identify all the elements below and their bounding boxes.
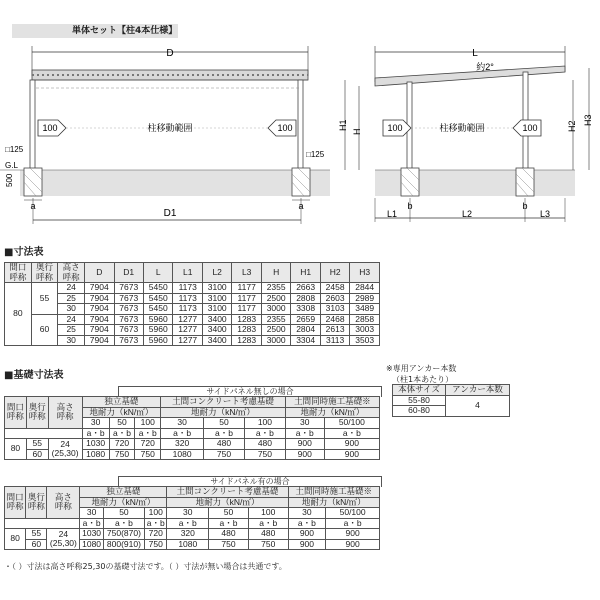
- dim-h2: H2: [567, 120, 577, 132]
- table-cell: 1080: [161, 449, 204, 460]
- table-cell: 900: [288, 539, 326, 550]
- table-cell: 2858: [350, 314, 380, 325]
- table-cell: 320: [161, 439, 204, 450]
- table-cell: 24: [58, 283, 85, 294]
- width-cell: 80: [5, 439, 27, 460]
- table-cell: 7673: [114, 304, 143, 315]
- table-cell: 2613: [320, 325, 349, 336]
- table-cell: 7673: [114, 293, 143, 304]
- column-header: H1: [291, 263, 320, 283]
- table-cell: 750: [204, 449, 245, 460]
- table-row: [5, 293, 380, 304]
- pressure-cell: 50/100: [324, 418, 379, 429]
- column-header: アンカー本数: [446, 385, 510, 396]
- foundation-caption-2: サイドパネル有の場合: [118, 476, 382, 487]
- table-row: [5, 325, 380, 336]
- range-label: 柱移動範囲: [147, 123, 193, 133]
- table-cell: 480: [248, 529, 288, 540]
- table-cell: [5, 518, 80, 529]
- ab-cell: a・b: [82, 428, 109, 439]
- set-title: 単体セット【柱4本仕様】: [12, 24, 178, 38]
- table-cell: 750(870): [103, 529, 144, 540]
- table-cell: 900: [324, 439, 379, 450]
- ab-cell: a・b: [135, 428, 161, 439]
- dim-d1-label: D1: [163, 208, 177, 219]
- ab-cell: a・b: [103, 518, 144, 529]
- table-cell: 3304: [291, 335, 320, 346]
- column-header: D: [85, 263, 114, 283]
- table-cell: 3400: [202, 335, 231, 346]
- column-header: 間口 呼称: [5, 263, 32, 283]
- depth-cell: 60: [26, 449, 48, 460]
- table-cell: 7673: [114, 314, 143, 325]
- soil-label: 地耐力（kN/㎡）: [80, 497, 167, 508]
- table-cell: 2844: [350, 283, 380, 294]
- depth-cell: 55: [26, 529, 47, 540]
- front-view-diagram: [0, 40, 330, 230]
- table-cell: 7904: [85, 325, 114, 336]
- column-header: D1: [114, 263, 143, 283]
- table-cell: 1277: [173, 335, 202, 346]
- pressure-cell: 30: [82, 418, 109, 429]
- table-row: [5, 283, 380, 294]
- table-cell: 2989: [350, 293, 380, 304]
- table-cell: 320: [167, 529, 209, 540]
- column-header: 間口 呼称: [5, 487, 26, 519]
- table-cell: 2458: [320, 283, 349, 294]
- table-cell: 25: [58, 325, 85, 336]
- table-row: [5, 529, 380, 540]
- table-cell: 3100: [202, 304, 231, 315]
- table-cell: 7904: [85, 304, 114, 315]
- slope-label: 約2°: [476, 62, 494, 72]
- group-header: 土間同時施工基礎※: [285, 397, 379, 408]
- height-cell: 24 (25,30): [47, 529, 80, 550]
- table-cell: 720: [145, 529, 167, 540]
- table-cell: 1283: [232, 314, 261, 325]
- table-cell: 1080: [82, 449, 109, 460]
- pressure-cell: 30: [288, 508, 326, 519]
- dim-d-label: D: [166, 48, 174, 59]
- table-cell: 750: [135, 449, 161, 460]
- table-cell: 1173: [173, 304, 202, 315]
- dim-b-left: b: [407, 201, 413, 211]
- table-cell: 2500: [261, 325, 290, 336]
- ab-cell: a・b: [288, 518, 326, 529]
- dim-b-right: b: [522, 201, 528, 211]
- ab-cell: a・b: [209, 518, 249, 529]
- width-cell: 80: [5, 529, 26, 550]
- table-cell: 2804: [291, 325, 320, 336]
- ab-cell: a・b: [204, 428, 245, 439]
- table-cell: 2500: [261, 293, 290, 304]
- table-cell: 3000: [261, 304, 290, 315]
- height-cell: 24 (25,30): [48, 439, 82, 460]
- table-cell: 2355: [261, 314, 290, 325]
- group-header: 独立基礎: [80, 487, 167, 498]
- depth-cell: 60: [31, 314, 58, 346]
- dimension-table: [4, 262, 380, 346]
- table-cell: 1283: [232, 325, 261, 336]
- table-cell: 25: [58, 293, 85, 304]
- table-cell: 1030: [80, 529, 103, 540]
- table-cell: 480: [204, 439, 245, 450]
- pressure-cell: 100: [248, 508, 288, 519]
- ab-cell: a・b: [248, 518, 288, 529]
- table-row: [393, 395, 510, 406]
- pressure-cell: 50: [209, 508, 249, 519]
- table-cell: 2663: [291, 283, 320, 294]
- table-cell: 900: [285, 439, 324, 450]
- soil-label: 地耐力（kN/㎡）: [288, 497, 379, 508]
- table-cell: 5450: [143, 283, 172, 294]
- column-header: 間口 呼称: [5, 397, 27, 429]
- table-cell: 900: [285, 449, 324, 460]
- dim-l3: L3: [539, 209, 551, 219]
- column-header: L3: [232, 263, 261, 283]
- gl-label: G.L: [5, 161, 18, 170]
- table-cell: 7673: [114, 283, 143, 294]
- table-cell: 1173: [173, 293, 202, 304]
- table-cell: 480: [209, 529, 249, 540]
- ab-cell: a・b: [167, 518, 209, 529]
- table-cell: 720: [109, 439, 135, 450]
- table-cell: 1177: [232, 293, 261, 304]
- post-size-left: □125: [5, 145, 24, 154]
- table-cell: 900: [324, 449, 379, 460]
- column-header: 奥行 呼称: [26, 487, 47, 519]
- header-row: [5, 397, 380, 408]
- pressure-cell: 100: [135, 418, 161, 429]
- table-cell: 5960: [143, 314, 172, 325]
- column-header: 本体サイズ: [393, 385, 446, 396]
- table-cell: 2468: [320, 314, 349, 325]
- table-cell: 1177: [232, 283, 261, 294]
- table-cell: 5960: [143, 325, 172, 336]
- table-cell: 1173: [173, 283, 202, 294]
- ab-cell: a・b: [244, 428, 285, 439]
- foundation-footnote: ・（ ）寸法は高さ呼称25,30の基礎寸法です。（ ）寸法が無い場合は共通です。: [4, 562, 287, 571]
- table-cell: 3100: [202, 293, 231, 304]
- header-row: [5, 428, 380, 439]
- table-cell: 1277: [173, 325, 202, 336]
- table-cell: 800(910): [103, 539, 144, 550]
- dim-h3: H3: [583, 114, 593, 126]
- dim-a-right: a: [298, 201, 304, 211]
- dim-h: H: [352, 128, 362, 135]
- anchor-note-2: （柱1本あたり）: [392, 375, 454, 384]
- column-header: H: [261, 263, 290, 283]
- table-cell: 3100: [202, 283, 231, 294]
- arrow-left-label: 100: [42, 123, 58, 133]
- pressure-cell: 30: [167, 508, 209, 519]
- table-cell: 750: [244, 449, 285, 460]
- ab-cell: a・b: [326, 518, 380, 529]
- table-cell: 3003: [350, 325, 380, 336]
- column-header: H3: [350, 263, 380, 283]
- soil-label: 地耐力（kN/㎡）: [82, 407, 161, 418]
- header-row: [393, 385, 510, 396]
- pressure-cell: 50: [103, 508, 144, 519]
- column-header: H2: [320, 263, 349, 283]
- table-cell: 750: [248, 539, 288, 550]
- table-cell: 900: [326, 539, 380, 550]
- table-row: [5, 314, 380, 325]
- group-header: 土間同時施工基礎※: [288, 487, 379, 498]
- table-cell: 7673: [114, 325, 143, 336]
- arrow-right-label: 100: [277, 123, 293, 133]
- table-cell: 2603: [320, 293, 349, 304]
- table-cell: 7904: [85, 283, 114, 294]
- arrow-left-label-2: 100: [387, 123, 403, 133]
- depth-cell: 55: [31, 283, 58, 315]
- table-cell: 480: [244, 439, 285, 450]
- table-cell: 60-80: [393, 406, 446, 417]
- anchor-count: 4: [446, 395, 510, 416]
- soil-label: 地耐力（kN/㎡）: [285, 407, 379, 418]
- ab-cell: a・b: [145, 518, 167, 529]
- table-cell: 900: [288, 529, 326, 540]
- table-cell: 3113: [320, 335, 349, 346]
- anchor-note-1: ※専用アンカー本数: [386, 364, 457, 373]
- table-cell: 3000: [261, 335, 290, 346]
- dim-l2: L2: [461, 209, 473, 219]
- post-size-right: □125: [306, 150, 325, 159]
- ab-cell: a・b: [324, 428, 379, 439]
- anchor-table: [392, 384, 510, 417]
- dimension-table-title: ■寸法表: [4, 247, 44, 258]
- table-cell: 24: [58, 314, 85, 325]
- group-header: 土間コンクリート考慮基礎: [161, 397, 286, 408]
- depth-cell: 55: [26, 439, 48, 450]
- table-cell: 1080: [167, 539, 209, 550]
- ab-cell: a・b: [285, 428, 324, 439]
- column-header: 奥行 呼称: [31, 263, 58, 283]
- column-header: L: [143, 263, 172, 283]
- table-cell: 750: [145, 539, 167, 550]
- pressure-cell: 50/100: [326, 508, 380, 519]
- pressure-cell: 30: [80, 508, 103, 519]
- table-cell: 3400: [202, 314, 231, 325]
- column-header: L1: [173, 263, 202, 283]
- pressure-cell: 50: [109, 418, 135, 429]
- table-cell: 2808: [291, 293, 320, 304]
- dim-h1: H1: [338, 119, 348, 131]
- header-row: [5, 263, 380, 283]
- table-cell: 720: [135, 439, 161, 450]
- pressure-cell: 30: [285, 418, 324, 429]
- table-cell: 5450: [143, 304, 172, 315]
- table-cell: 7904: [85, 293, 114, 304]
- pressure-cell: 50: [204, 418, 245, 429]
- table-cell: 900: [326, 529, 380, 540]
- depth-label: 500: [5, 173, 14, 187]
- width-cell: 80: [5, 283, 32, 346]
- side-view-diagram: [335, 40, 600, 230]
- depth-cell: 60: [26, 539, 47, 550]
- foundation-title: ■基礎寸法表: [4, 370, 64, 381]
- table-cell: 1177: [232, 304, 261, 315]
- table-row: [5, 335, 380, 346]
- soil-label: 地耐力（kN/㎡）: [167, 497, 288, 508]
- group-header: 独立基礎: [82, 397, 161, 408]
- ab-cell: a・b: [161, 428, 204, 439]
- table-cell: 2659: [291, 314, 320, 325]
- foundation-caption-1: サイドパネル無しの場合: [118, 386, 382, 397]
- ab-cell: a・b: [80, 518, 103, 529]
- table-cell: 5960: [143, 335, 172, 346]
- group-header: 土間コンクリート考慮基礎: [167, 487, 288, 498]
- dim-l-label: L: [472, 48, 478, 59]
- table-row: [5, 304, 380, 315]
- pressure-cell: 100: [145, 508, 167, 519]
- table-cell: 1080: [80, 539, 103, 550]
- column-header: 高さ 呼称: [48, 397, 82, 429]
- table-cell: 7673: [114, 335, 143, 346]
- table-cell: 30: [58, 335, 85, 346]
- table-cell: 5450: [143, 293, 172, 304]
- header-row: [5, 487, 380, 498]
- table-cell: 7904: [85, 335, 114, 346]
- table-cell: 1283: [232, 335, 261, 346]
- table-cell: 3489: [350, 304, 380, 315]
- column-header: 高さ 呼称: [58, 263, 85, 283]
- pressure-cell: 100: [244, 418, 285, 429]
- column-header: 奥行 呼称: [26, 397, 48, 429]
- arrow-right-label-2: 100: [522, 123, 538, 133]
- dim-l1: L1: [386, 209, 398, 219]
- table-cell: 3503: [350, 335, 380, 346]
- column-header: 高さ 呼称: [47, 487, 80, 519]
- table-cell: [5, 428, 83, 439]
- table-row: [5, 439, 380, 450]
- table-cell: 3103: [320, 304, 349, 315]
- table-cell: 1030: [82, 439, 109, 450]
- table-cell: 2355: [261, 283, 290, 294]
- table-cell: 1277: [173, 314, 202, 325]
- foundation-table-2: [4, 486, 380, 550]
- soil-label: 地耐力（kN/㎡）: [161, 407, 286, 418]
- foundation-table-1: [4, 396, 380, 460]
- dim-a-left: a: [30, 201, 36, 211]
- table-cell: 30: [58, 304, 85, 315]
- column-header: L2: [202, 263, 231, 283]
- table-cell: 55-80: [393, 395, 446, 406]
- table-cell: 7904: [85, 314, 114, 325]
- table-cell: 3308: [291, 304, 320, 315]
- header-row: [5, 518, 380, 529]
- ab-cell: a・b: [109, 428, 135, 439]
- range-label-2: 柱移動範囲: [439, 123, 485, 133]
- table-cell: 750: [109, 449, 135, 460]
- table-cell: 3400: [202, 325, 231, 336]
- pressure-cell: 30: [161, 418, 204, 429]
- table-cell: 750: [209, 539, 249, 550]
